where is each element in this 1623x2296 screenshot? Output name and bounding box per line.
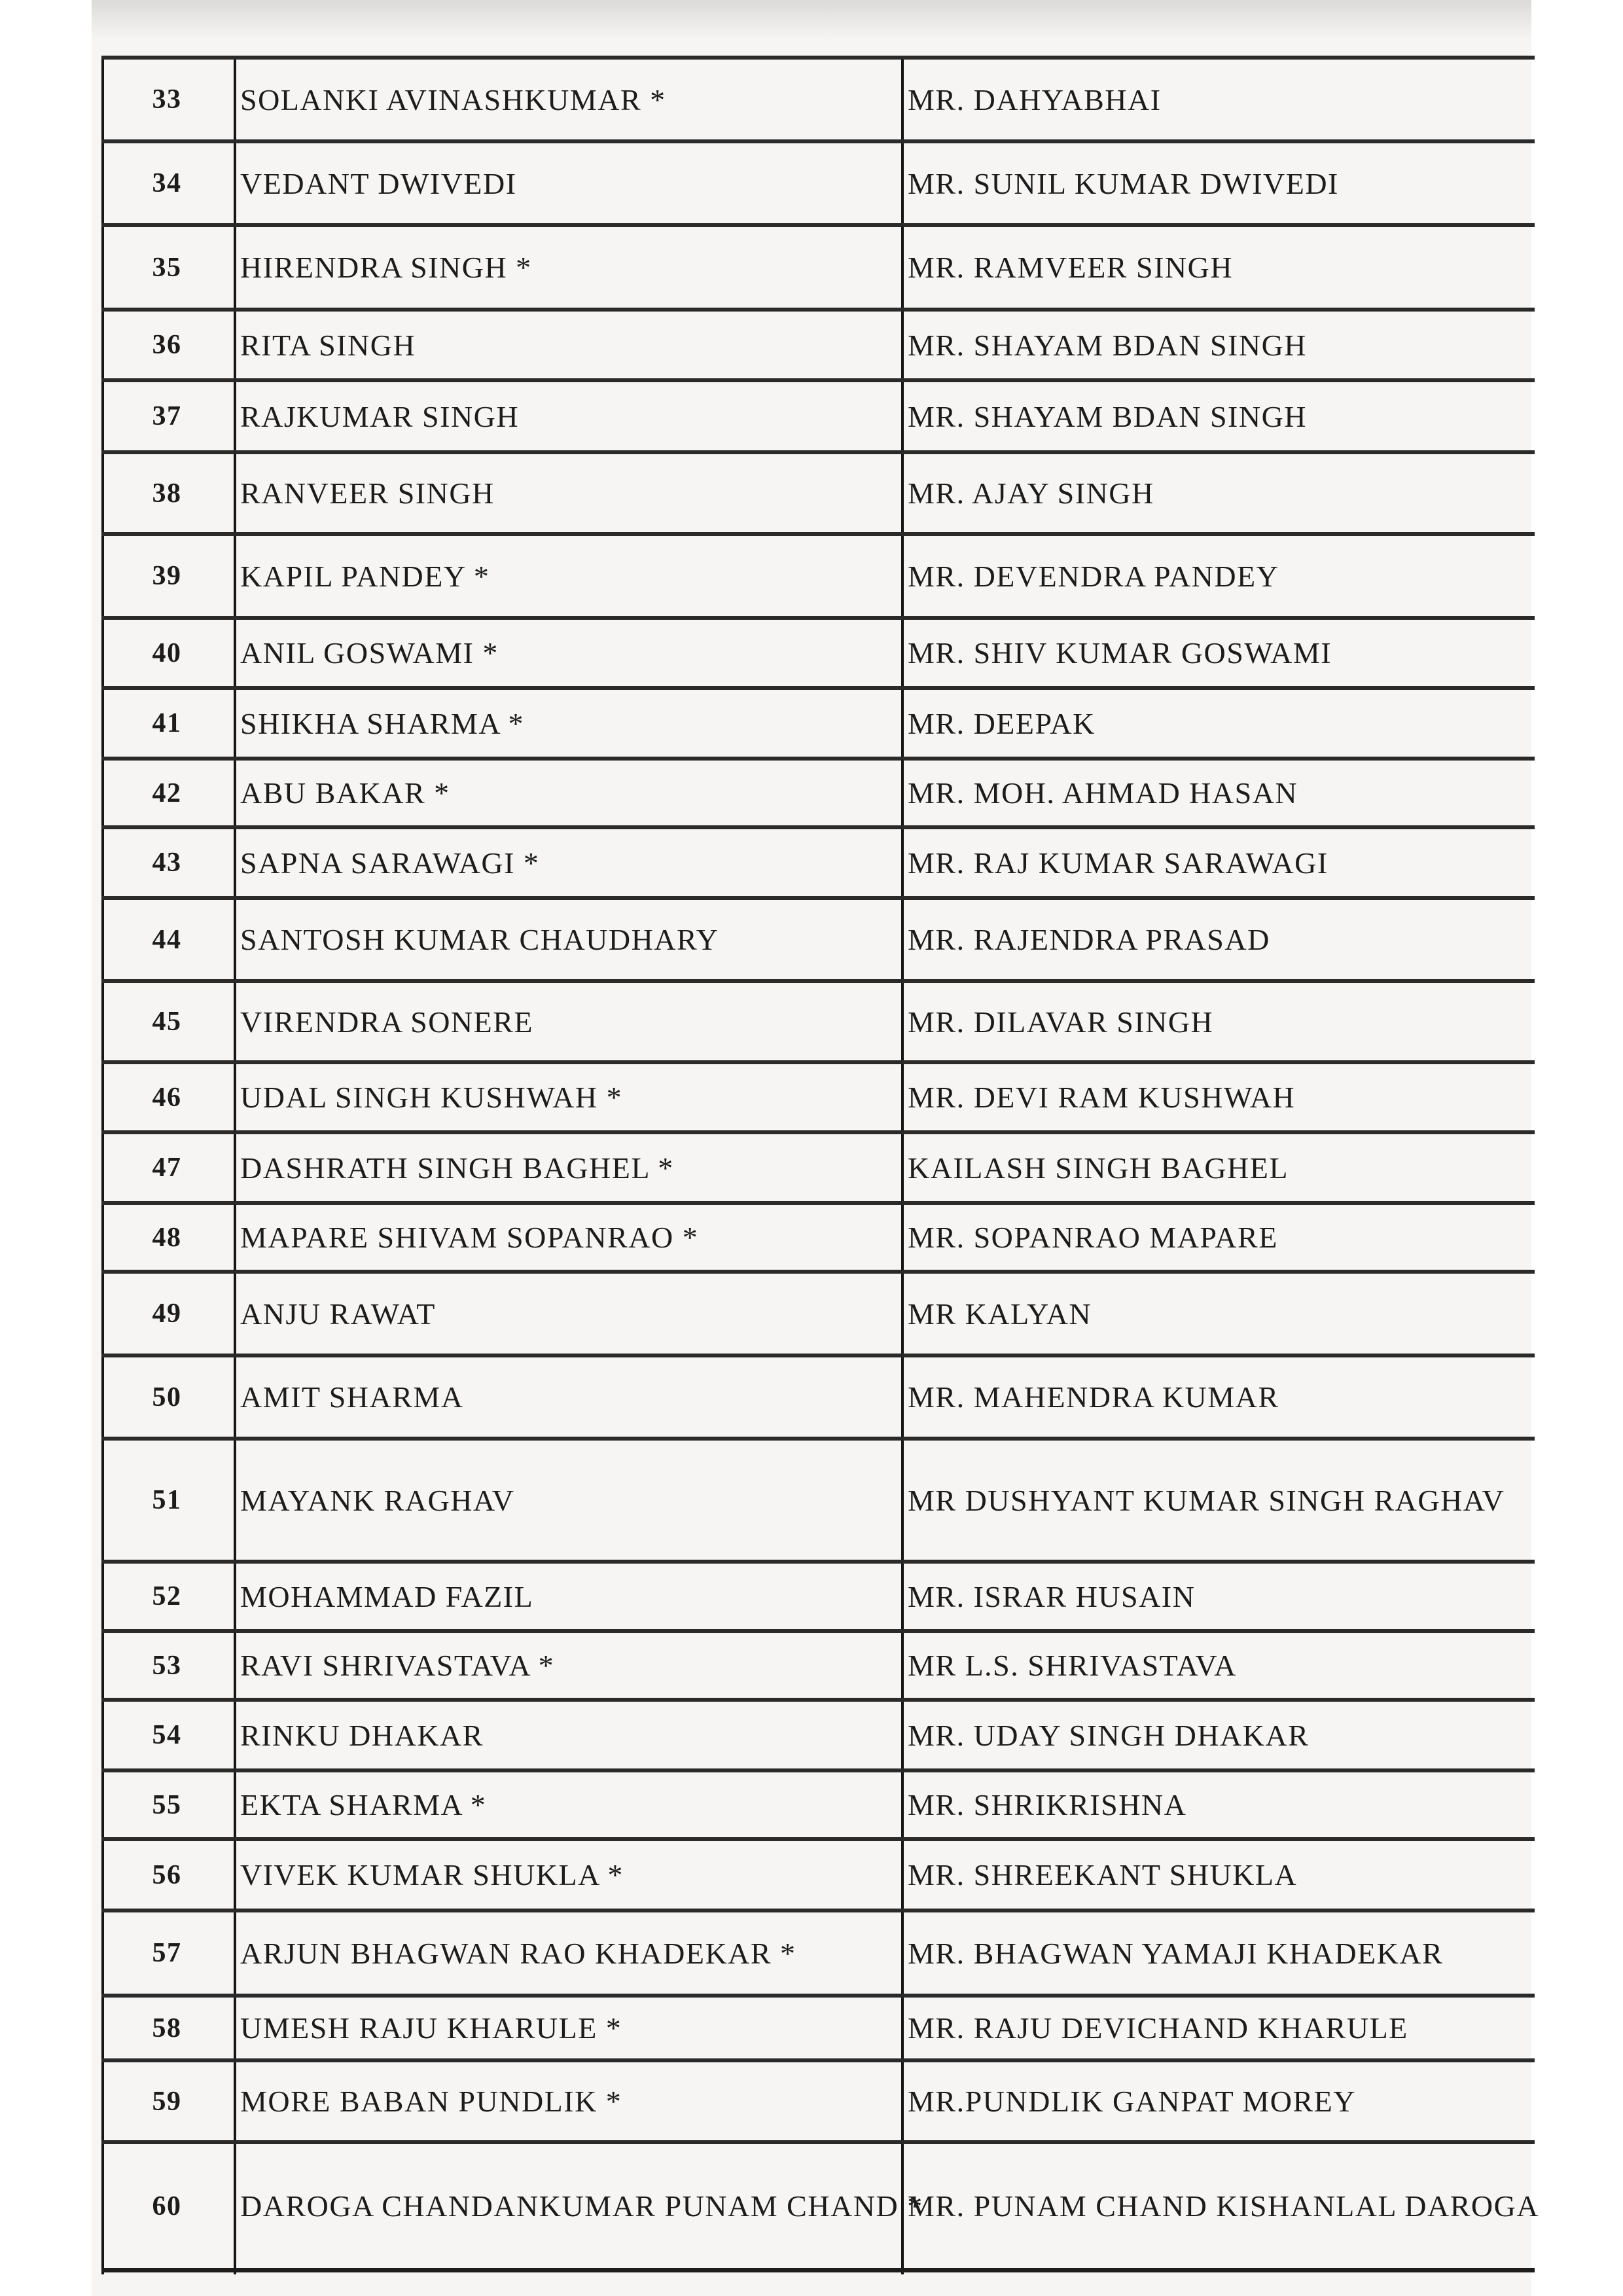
serial-number-cell: 54 [152, 1720, 182, 1750]
serial-number-cell: 58 [152, 2013, 182, 2043]
candidate-name-cell: RAJKUMAR SINGH [240, 399, 520, 433]
serial-number-cell: 43 [152, 848, 182, 878]
father-name-cell: MR. SUNIL KUMAR DWIVEDI [908, 166, 1339, 200]
father-name-cell: MR. SHIV KUMAR GOSWAMI [908, 636, 1332, 670]
father-name-cell: MR. SHRIKRISHNA [908, 1788, 1187, 1821]
father-name-cell: KAILASH SINGH BAGHEL [908, 1151, 1289, 1185]
table-row [101, 1437, 1535, 1560]
candidate-name-cell: ANJU RAWAT [240, 1297, 436, 1331]
candidate-name-cell: MORE BABAN PUNDLIK * [240, 2085, 622, 2118]
father-name-cell: MR. RAJENDRA PRASAD [908, 923, 1270, 956]
table-row [101, 2058, 1535, 2140]
table-row [101, 139, 1535, 223]
table-row [101, 1698, 1535, 1768]
table-row [101, 223, 1535, 308]
candidate-name-cell: EKTA SHARMA * [240, 1788, 487, 1821]
table-row [101, 1560, 1535, 1629]
table-row [101, 1354, 1535, 1437]
table-row [101, 1270, 1535, 1354]
table-row [101, 308, 1535, 378]
serial-number-cell: 56 [152, 1859, 182, 1890]
father-name-cell: MR DUSHYANT KUMAR SINGH RAGHAV [908, 1483, 1505, 1517]
candidate-name-cell: VIVEK KUMAR SHUKLA * [240, 1858, 624, 1892]
candidate-name-cell: VEDANT DWIVEDI [240, 166, 517, 200]
candidate-name-cell: SANTOSH KUMAR CHAUDHARY [240, 923, 719, 956]
table-row [101, 616, 1535, 686]
father-name-cell: MR. RAJU DEVICHAND KHARULE [908, 2011, 1408, 2045]
table-row [101, 896, 1535, 979]
serial-number-cell: 47 [152, 1153, 182, 1183]
candidate-name-cell: AMIT SHARMA [240, 1380, 464, 1414]
father-name-cell: MR. DEVI RAM KUSHWAH [908, 1081, 1296, 1114]
table-row [101, 825, 1535, 896]
candidate-name-cell: ANIL GOSWAMI * [240, 636, 499, 670]
candidate-name-cell: MOHAMMAD FAZIL [240, 1579, 534, 1613]
table-row [101, 1994, 1535, 2058]
serial-number-cell: 44 [152, 924, 182, 955]
father-name-cell: MR. ISRAR HUSAIN [908, 1579, 1196, 1613]
serial-number-cell: 41 [152, 708, 182, 738]
candidate-name-cell: MAYANK RAGHAV [240, 1483, 515, 1517]
serial-number-cell: 59 [152, 2086, 182, 2117]
table-row [101, 532, 1535, 616]
father-name-cell: MR. DEVENDRA PANDEY [908, 559, 1279, 593]
serial-number-cell: 35 [152, 252, 182, 283]
serial-number-cell: 46 [152, 1082, 182, 1113]
father-name-cell: MR. MAHENDRA KUMAR [908, 1380, 1279, 1414]
serial-number-cell: 53 [152, 1650, 182, 1681]
father-name-cell: MR. DAHYABHAI [908, 82, 1162, 117]
candidate-name-cell: DASHRATH SINGH BAGHEL * [240, 1151, 674, 1185]
serial-number-cell: 52 [152, 1581, 182, 1611]
candidate-name-cell: RANVEER SINGH [240, 476, 495, 510]
table-row [101, 757, 1535, 825]
candidate-name-cell: ABU BAKAR * [240, 776, 450, 810]
serial-number-cell: 57 [152, 1938, 182, 1968]
candidate-name-cell: ARJUN BHAGWAN RAO KHADEKAR * [240, 1936, 796, 1970]
father-name-cell: MR L.S. SHRIVASTAVA [908, 1649, 1237, 1682]
serial-number-cell: 45 [152, 1007, 182, 1037]
candidate-name-cell: MAPARE SHIVAM SOPANRAO * [240, 1221, 699, 1254]
table-row [101, 2140, 1540, 2272]
father-name-cell: MR. DEEPAK [908, 706, 1096, 740]
serial-number-cell: 51 [152, 1485, 182, 1515]
father-name-cell: MR. SHAYAM BDAN SINGH [908, 328, 1308, 362]
serial-number-cell: 36 [152, 330, 182, 360]
table-row [101, 450, 1535, 532]
father-name-cell: MR. SHREEKANT SHUKLA [908, 1858, 1298, 1892]
serial-number-cell: 40 [152, 637, 182, 668]
candidate-name-cell: KAPIL PANDEY * [240, 559, 490, 593]
candidate-name-cell: DAROGA CHANDANKUMAR PUNAM CHAND * [240, 2189, 923, 2223]
father-name-cell: MR. BHAGWAN YAMAJI KHADEKAR [908, 1936, 1444, 1970]
table-row [101, 1060, 1535, 1130]
serial-number-cell: 38 [152, 478, 182, 509]
candidate-name-cell: HIRENDRA SINGH * [240, 251, 532, 284]
serial-number-cell: 37 [152, 401, 182, 431]
serial-number-cell: 48 [152, 1222, 182, 1253]
serial-number-cell: 39 [152, 561, 182, 591]
candidate-name-cell: SOLANKI AVINASHKUMAR * [240, 82, 666, 117]
candidate-name-cell: RAVI SHRIVASTAVA * [240, 1649, 555, 1682]
father-name-cell: MR. PUNAM CHAND KISHANLAL DAROGA [908, 2189, 1540, 2223]
table-row [101, 1768, 1535, 1837]
father-name-cell: MR. RAJ KUMAR SARAWAGI [908, 846, 1329, 880]
table-row [101, 1629, 1535, 1698]
table-row [101, 979, 1535, 1060]
table-row [101, 1837, 1535, 1909]
candidate-name-cell: SAPNA SARAWAGI * [240, 846, 540, 880]
table-row [101, 1909, 1535, 1994]
serial-number-cell: 34 [152, 168, 182, 198]
candidate-name-cell: RITA SINGH [240, 328, 416, 362]
father-name-cell: MR. SOPANRAO MAPARE [908, 1221, 1278, 1254]
candidate-name-cell: UMESH RAJU KHARULE * [240, 2011, 622, 2045]
serial-number-cell: 50 [152, 1382, 182, 1412]
father-name-cell: MR.PUNDLIK GANPAT MOREY [908, 2085, 1356, 2118]
serial-number-cell: 55 [152, 1789, 182, 1820]
father-name-cell: MR. UDAY SINGH DHAKAR [908, 1718, 1310, 1752]
serial-number-cell: 60 [152, 2191, 182, 2221]
student-list-table [101, 0, 1540, 2296]
father-name-cell: MR. AJAY SINGH [908, 476, 1154, 510]
serial-number-cell: 42 [152, 778, 182, 808]
father-name-cell: MR. SHAYAM BDAN SINGH [908, 399, 1308, 433]
father-name-cell: MR. MOH. AHMAD HASAN [908, 776, 1298, 810]
table-row [101, 686, 1535, 757]
candidate-name-cell: RINKU DHAKAR [240, 1718, 484, 1752]
candidate-name-cell: VIRENDRA SONERE [240, 1005, 534, 1039]
table-row [101, 56, 1535, 139]
father-name-cell: MR. RAMVEER SINGH [908, 251, 1234, 284]
candidate-name-cell: SHIKHA SHARMA * [240, 706, 525, 740]
table-row [101, 1130, 1535, 1201]
father-name-cell: MR KALYAN [908, 1297, 1092, 1331]
serial-number-cell: 49 [152, 1299, 182, 1329]
candidate-name-cell: UDAL SINGH KUSHWAH * [240, 1081, 623, 1114]
father-name-cell: MR. DILAVAR SINGH [908, 1005, 1214, 1039]
table-row [101, 1201, 1535, 1270]
table-row [101, 378, 1535, 450]
serial-number-cell: 33 [152, 84, 182, 115]
